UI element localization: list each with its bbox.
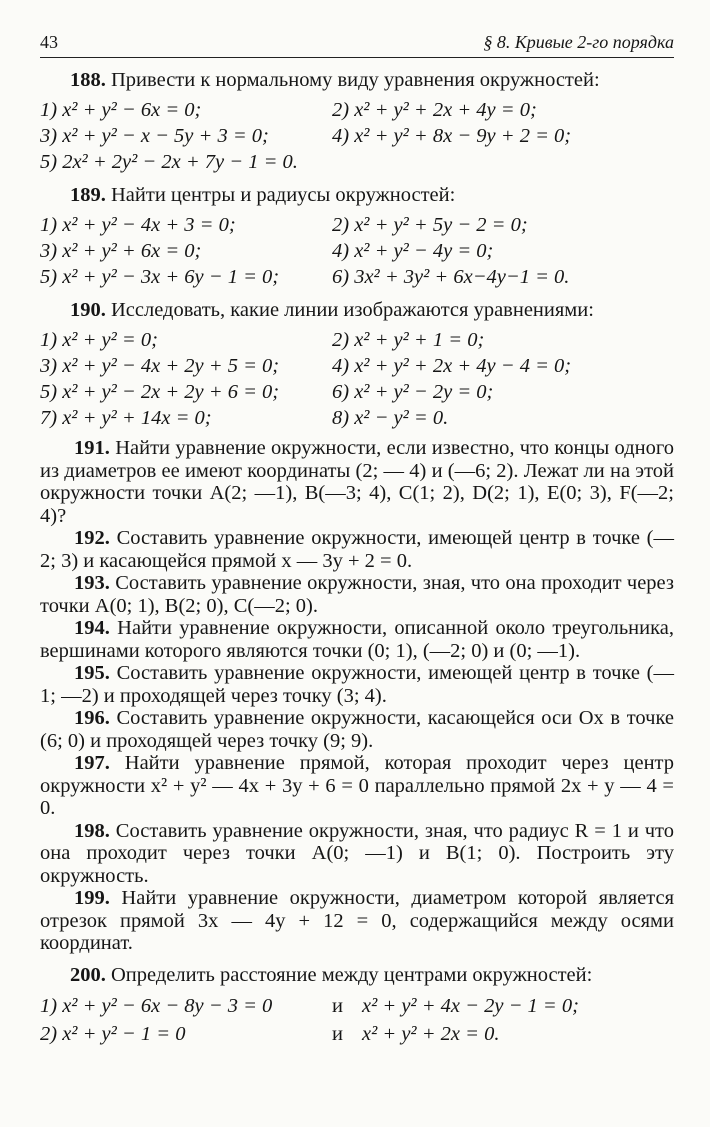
equation-left: 1) x² + y² − 6x − 8y − 3 = 0 xyxy=(40,994,273,1017)
equation-item: 2) x² + y² + 2x + 4y = 0; xyxy=(332,99,537,121)
equation-left: 2) x² + y² − 1 = 0 xyxy=(40,1022,186,1045)
problem-text: Составить уравнение окружности, зная, что она проходит через точки A(0; 1), B(2; 0), C(—2; 0). xyxy=(40,572,674,617)
problem-190 xyxy=(40,298,674,431)
problem-198 xyxy=(40,820,674,888)
problem-text: Найти уравнение прямой, которая проходит через центр окружности x² + y² — 4x + 3y + 6 = 0 параллельно прямой 2x + y — 4 = 0. xyxy=(40,752,674,819)
problem-number: 190. xyxy=(70,299,106,321)
problem-196 xyxy=(40,707,674,752)
equation-item: 5) 2x² + 2y² − 2x + 7y − 1 = 0. xyxy=(40,151,298,173)
equation-list xyxy=(40,212,674,290)
problem-number: 195. xyxy=(74,662,110,684)
problem-191 xyxy=(40,437,674,527)
problem-number: 192. xyxy=(74,527,110,549)
equation-list xyxy=(40,97,674,175)
equation-item: 3) x² + y² + 6x = 0; xyxy=(40,240,202,262)
equation-right: x² + y² + 4x − 2y − 1 = 0; xyxy=(362,994,579,1017)
equation-item: 3) x² + y² − x − 5y + 3 = 0; xyxy=(40,125,269,147)
equation-item: 6) 3x² + 3y² + 6x−4y−1 = 0. xyxy=(332,266,570,288)
problem-text: Составить уравнение окружности, касающейся оси Ox в точке (6; 0) и проходящей через точку (9; 9). xyxy=(40,707,674,752)
problem-188 xyxy=(40,68,674,175)
equation-item: 4) x² + y² + 2x + 4y − 4 = 0; xyxy=(332,355,572,377)
equation-item: 2) x² + y² + 5y − 2 = 0; xyxy=(332,214,528,236)
problem-number: 200. xyxy=(70,963,106,986)
problem-194 xyxy=(40,617,674,662)
equation-item: 1) x² + y² − 4x + 3 = 0; xyxy=(40,214,236,236)
problem-text: Составить уравнение окружности, имеющей центр в точке (—1; —2) и проходящей через точку (3; 4). xyxy=(40,662,674,707)
problem-statement: Исследовать, какие линии изображаются уравнениями: xyxy=(111,299,594,321)
equation-item: 1) x² + y² = 0; xyxy=(40,329,158,351)
problem-text: Найти уравнение окружности, если известно, что концы одного из диаметров ее имеют координаты (2; — 4) и (—6; 2). Лежат ли на этой окружности точки A(2; —1), B(—3; 4), C(1; 2), D(2; 1), E(0; 3), F(—2; 4)? xyxy=(40,437,674,527)
equation-item: 5) x² + y² − 2x + 2y + 6 = 0; xyxy=(40,381,280,403)
problem-number: 193. xyxy=(74,572,110,594)
page-header xyxy=(40,32,674,58)
problem-statement: Определить расстояние между центрами окружностей: xyxy=(111,963,593,986)
section-title: § 8. Кривые 2-го порядка xyxy=(483,32,674,52)
problem-number: 194. xyxy=(74,617,110,639)
problem-statement: Привести к нормальному виду уравнения окружностей: xyxy=(111,69,600,91)
problem-number: 197. xyxy=(74,752,110,774)
problem-number: 198. xyxy=(74,819,110,842)
problem-192 xyxy=(40,527,674,572)
problem-number: 189. xyxy=(70,184,106,206)
problem-number: 191. xyxy=(74,437,110,459)
problem-197 xyxy=(40,752,674,820)
equation-pair xyxy=(40,1020,674,1048)
equation-item: 4) x² + y² − 4y = 0; xyxy=(332,240,494,262)
equation-pair xyxy=(40,992,674,1020)
problem-text: Составить уравнение окружности, зная, что радиус R = 1 и что она проходит через точки A(0; —1) и B(1; 0). Построить эту окружность. xyxy=(40,819,674,887)
equation-item: 5) x² + y² − 3x + 6y − 1 = 0; xyxy=(40,266,280,288)
problem-193 xyxy=(40,572,674,617)
problem-199 xyxy=(40,887,674,955)
equation-item: 8) x² − y² = 0. xyxy=(332,407,449,429)
problem-189 xyxy=(40,183,674,290)
problem-text: Найти уравнение окружности, описанной около треугольника, вершинами которого являются точки (0; 1), (—2; 0) и (0; —1). xyxy=(40,617,674,662)
equation-item: 6) x² + y² − 2y = 0; xyxy=(332,381,494,403)
page-content xyxy=(40,68,674,1048)
equation-list xyxy=(40,327,674,431)
equation-item: 2) x² + y² + 1 = 0; xyxy=(332,329,485,351)
equation-item: 3) x² + y² − 4x + 2y + 5 = 0; xyxy=(40,355,280,377)
problem-text: Найти уравнение окружности, диаметром которой является отрезок прямой 3x — 4y + 12 = 0, содержащийся между осями координат. xyxy=(40,887,675,954)
conjunction: и xyxy=(332,1022,343,1045)
problem-195 xyxy=(40,662,674,707)
conjunction: и xyxy=(332,994,343,1017)
equation-item: 1) x² + y² − 6x = 0; xyxy=(40,99,202,121)
problem-number: 196. xyxy=(74,707,110,729)
equation-right: x² + y² + 2x = 0. xyxy=(362,1022,500,1045)
problem-number: 188. xyxy=(70,69,106,91)
equation-item: 7) x² + y² + 14x = 0; xyxy=(40,407,212,429)
page-number: 43 xyxy=(40,32,58,52)
problem-number: 199. xyxy=(74,887,110,909)
problem-text: Составить уравнение окружности, имеющей центр в точке (—2; 3) и касающейся прямой x — 3y + 2 = 0. xyxy=(40,527,674,572)
equation-item: 4) x² + y² + 8x − 9y + 2 = 0; xyxy=(332,125,572,147)
problem-200 xyxy=(40,963,674,1048)
problem-statement: Найти центры и радиусы окружностей: xyxy=(111,184,456,206)
